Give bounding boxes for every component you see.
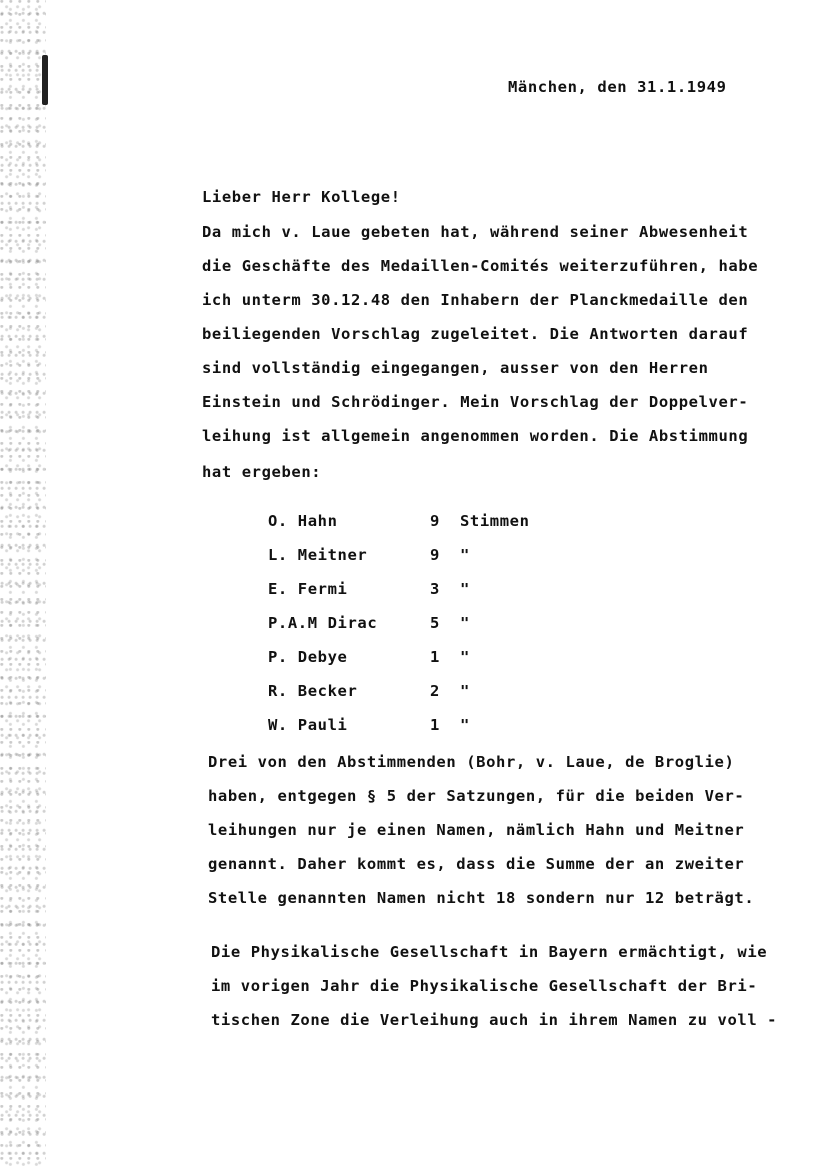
vote-row (268, 580, 530, 614)
vote-count: 9 (430, 512, 440, 530)
paragraph3-line: Die Physikalische Gesellschaft in Bayern ermächtigt, wie (211, 943, 768, 961)
paragraph1-line: die Geschäfte des Medaillen-Comités weiterzuführen, habe (202, 257, 759, 275)
paragraph1-line: leihung ist allgemein angenommen worden. Die Abstimmung (202, 427, 749, 445)
vote-row (268, 546, 530, 580)
vote-count: 1 (430, 648, 440, 666)
paragraph2-line: leihungen nur je einen Namen, nämlich Hahn und Meitner (208, 821, 745, 839)
candidate-name: P.A.M Dirac (268, 614, 378, 632)
paragraph3-line: tischen Zone die Verleihung auch in ihrem Namen zu voll - (211, 1011, 778, 1029)
paragraph1-line: sind vollständig eingegangen, ausser von den Herren (202, 359, 709, 377)
vote-row (268, 682, 530, 716)
salutation: Lieber Herr Kollege! (202, 188, 401, 206)
vote-row (268, 512, 530, 546)
vote-count: 9 (430, 546, 440, 564)
vote-unit: " (460, 648, 470, 666)
paragraph1-line: Da mich v. Laue gebeten hat, während seiner Abwesenheit (202, 223, 749, 241)
vote-row (268, 614, 530, 648)
candidate-name: E. Fermi (268, 580, 348, 598)
vote-count: 1 (430, 716, 440, 734)
vote-count: 2 (430, 682, 440, 700)
paragraph1-line: Einstein und Schrödinger. Mein Vorschlag der Doppelver- (202, 393, 749, 411)
vote-count: 5 (430, 614, 440, 632)
vote-count: 3 (430, 580, 440, 598)
vote-row (268, 648, 530, 682)
vote-unit: " (460, 716, 470, 734)
candidate-name: R. Becker (268, 682, 358, 700)
scan-edge-noise (0, 0, 46, 1169)
candidate-name: W. Pauli (268, 716, 348, 734)
vote-unit: Stimmen (460, 512, 530, 530)
paragraph1-line: ich unterm 30.12.48 den Inhabern der Planckmedaille den (202, 291, 749, 309)
paragraph1-line: beiliegenden Vorschlag zugeleitet. Die Antworten darauf (202, 325, 749, 343)
vote-unit: " (460, 580, 470, 598)
paragraph2-line: Stelle genannten Namen nicht 18 sondern nur 12 beträgt. (208, 889, 755, 907)
vote-unit: " (460, 546, 470, 564)
candidate-name: O. Hahn (268, 512, 338, 530)
paragraph2-line: genannt. Daher kommt es, dass die Summe der an zweiter (208, 855, 745, 873)
dateline: Mänchen, den 31.1.1949 (508, 78, 727, 96)
binder-mark (42, 55, 48, 105)
paragraph2-line: haben, entgegen § 5 der Satzungen, für die beiden Ver- (208, 787, 745, 805)
vote-row (268, 716, 530, 750)
vote-tally-table (268, 512, 530, 750)
vote-unit: " (460, 614, 470, 632)
paragraph2-line: Drei von den Abstimmenden (Bohr, v. Laue, de Broglie) (208, 753, 735, 771)
paragraph1-line: hat ergeben: (202, 463, 322, 481)
paragraph3-line: im vorigen Jahr die Physikalische Gesellschaft der Bri- (211, 977, 758, 995)
candidate-name: P. Debye (268, 648, 348, 666)
vote-unit: " (460, 682, 470, 700)
candidate-name: L. Meitner (268, 546, 368, 564)
